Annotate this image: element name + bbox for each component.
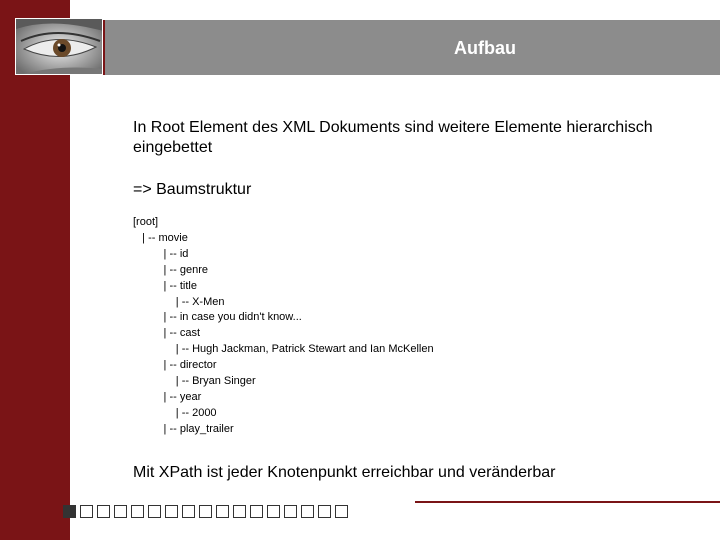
page-title: Aufbau <box>454 38 516 58</box>
decorative-squares <box>63 505 352 518</box>
tree-line: | -- year <box>133 390 202 403</box>
square-icon <box>250 505 263 518</box>
square-icon <box>284 505 297 518</box>
tree-line: | -- title <box>133 279 197 292</box>
tree-heading: => Baumstruktur <box>133 181 252 198</box>
square-icon <box>148 505 161 518</box>
square-icon <box>114 505 127 518</box>
tree-line: | -- cast <box>133 327 201 340</box>
square-icon <box>301 505 314 518</box>
square-icon <box>131 505 144 518</box>
tree-line: [root] <box>133 216 159 228</box>
footer-divider <box>415 501 720 503</box>
intro-paragraph: In Root Element des XML Dokuments sind weitere Elemente hierarchisch eingebettet <box>133 119 653 156</box>
slide-content <box>133 118 693 438</box>
square-icon <box>199 505 212 518</box>
title-bar <box>105 20 720 75</box>
square-icon <box>216 505 229 518</box>
square-icon <box>182 505 195 518</box>
tree-line: | -- 2000 <box>133 406 217 419</box>
tree-line: | -- Bryan Singer <box>133 375 256 388</box>
tree-line: | -- movie <box>133 231 188 244</box>
left-accent-bar <box>0 0 70 540</box>
eye-photo-icon <box>15 18 103 75</box>
square-icon <box>80 505 93 518</box>
tree-line: | -- director <box>133 359 217 372</box>
conclusion-text: Mit XPath ist jeder Knotenpunkt erreichbar und veränderbar <box>133 464 556 481</box>
tree-line: | -- X-Men <box>133 295 225 308</box>
square-icon <box>335 505 348 518</box>
tree-line: | -- play_trailer <box>133 422 234 435</box>
tree-line: | -- genre <box>133 263 208 276</box>
square-icon <box>318 505 331 518</box>
square-icon <box>97 505 110 518</box>
square-icon <box>267 505 280 518</box>
tree-line: | -- in case you didn't know... <box>133 311 302 324</box>
square-icon <box>165 505 178 518</box>
xml-tree <box>133 215 693 438</box>
tree-line: | -- id <box>133 247 189 260</box>
tree-line: | -- Hugh Jackman, Patrick Stewart and Ian McKellen <box>133 343 434 356</box>
square-icon <box>63 505 76 518</box>
square-icon <box>233 505 246 518</box>
